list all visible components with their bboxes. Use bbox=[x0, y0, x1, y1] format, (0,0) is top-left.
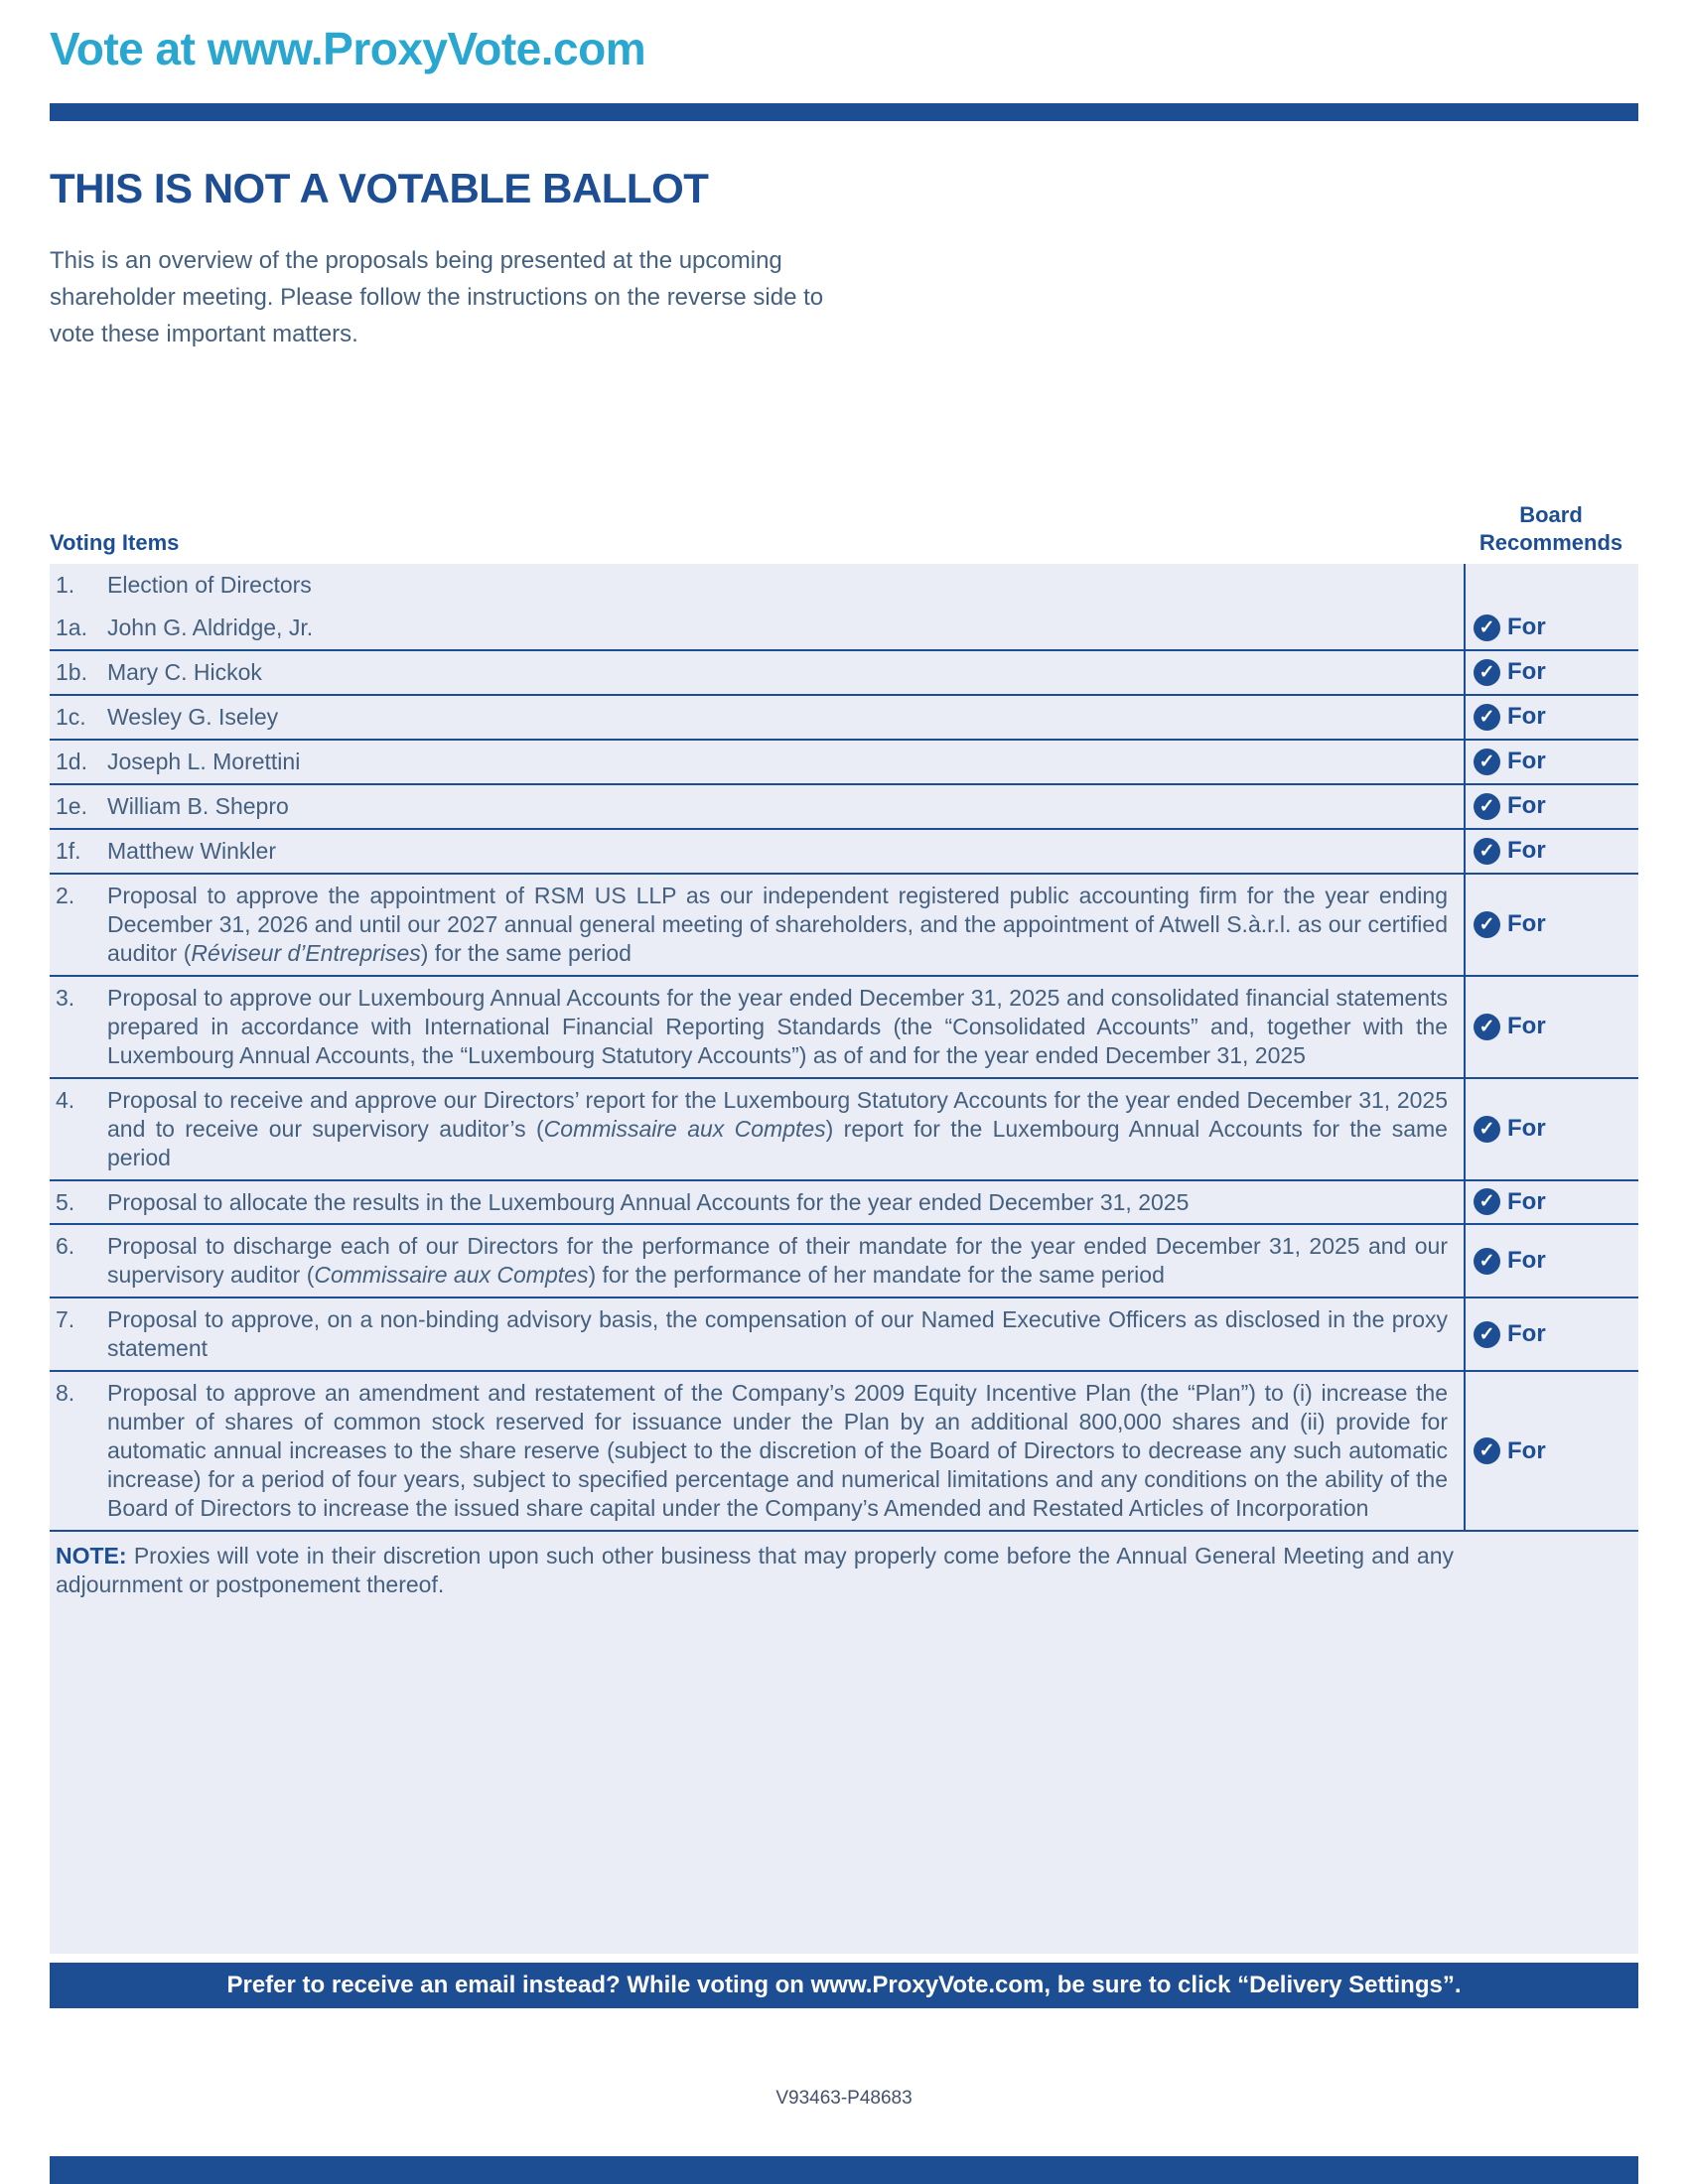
item-number: 1d. bbox=[56, 748, 87, 774]
check-icon: ✓ bbox=[1474, 793, 1500, 820]
board-recommendation bbox=[1464, 1181, 1638, 1224]
note-paragraph bbox=[50, 1532, 1638, 1609]
recommendation-label: For bbox=[1507, 910, 1546, 938]
recommendation-label: For bbox=[1507, 1013, 1546, 1040]
item-text: Matthew Winkler bbox=[107, 837, 276, 864]
board-recommendation bbox=[1464, 875, 1638, 975]
item-text: Proposal to allocate the results in the Luxembourg Annual Accounts for the year ended December 31, 2025 bbox=[107, 1188, 1190, 1215]
item-number: 1b. bbox=[56, 658, 87, 685]
document-control-number: V93463-P48683 bbox=[775, 2088, 913, 2109]
check-icon: ✓ bbox=[1474, 1321, 1500, 1348]
item-number: 1. bbox=[56, 572, 75, 598]
table-row-proposal-8 bbox=[50, 1372, 1638, 1532]
check-icon: ✓ bbox=[1474, 1188, 1500, 1215]
item-text-part: ) report for the Luxembourg Annual Accounts for the same period bbox=[107, 1115, 1448, 1170]
intro-paragraph: This is an overview of the proposals being presented at the upcoming shareholder meeting. Please follow the instructions on the reverse side to vote these important matters. bbox=[50, 247, 824, 348]
recommendation-label: For bbox=[1507, 837, 1546, 865]
table-row-proposal-5 bbox=[50, 1181, 1638, 1226]
board-recommendation bbox=[1464, 1225, 1638, 1297]
item-number: 1a. bbox=[56, 614, 87, 640]
item-text: Mary C. Hickok bbox=[107, 658, 262, 685]
item-text: Election of Directors bbox=[107, 572, 312, 598]
check-icon: ✓ bbox=[1474, 659, 1500, 686]
recommendation-label: For bbox=[1507, 658, 1546, 686]
check-icon: ✓ bbox=[1474, 911, 1500, 938]
table-row-director-1a bbox=[50, 607, 1638, 651]
table-row-proposal-6 bbox=[50, 1225, 1638, 1298]
board-recommends-line2: Recommends bbox=[1478, 529, 1623, 555]
item-text bbox=[107, 1225, 1464, 1297]
check-icon: ✓ bbox=[1474, 704, 1500, 731]
table-row-proposal-7 bbox=[50, 1298, 1638, 1372]
item-text: John G. Aldridge, Jr. bbox=[107, 614, 314, 640]
table-row-director-1d bbox=[50, 741, 1638, 785]
check-icon: ✓ bbox=[1474, 749, 1500, 775]
recommendation-label: For bbox=[1507, 748, 1546, 775]
check-icon: ✓ bbox=[1474, 614, 1500, 641]
column-header-board-recommends bbox=[1464, 501, 1638, 556]
table-row-director-1e bbox=[50, 785, 1638, 830]
table-row-director-1f bbox=[50, 830, 1638, 875]
delivery-settings-banner: Prefer to receive an email instead? While voting on www.ProxyVote.com, be sure to click “Delivery Settings”. bbox=[50, 1963, 1638, 2008]
item-text: Proposal to approve our Luxembourg Annual Accounts for the year ended December 31, 2025 and consolidated financial statements prepared in accordance with International Financial Reporting Standards (the “Consolidated Accounts” and, together with the Luxembourg Annual Accounts, the “Luxembourg Statutory Accounts”) as of and for the year ended December 31, 2025 bbox=[107, 984, 1448, 1068]
bottom-divider-bar bbox=[50, 2156, 1638, 2184]
item-text-italic: Réviseur d’Entreprises bbox=[191, 939, 421, 966]
item-number: 3. bbox=[56, 984, 75, 1011]
item-number: 5. bbox=[56, 1188, 75, 1215]
voting-table-section bbox=[50, 501, 1638, 1954]
item-number: 7. bbox=[56, 1306, 75, 1333]
recommendation-label: For bbox=[1507, 1320, 1546, 1348]
table-row-director-1c bbox=[50, 696, 1638, 741]
table-row-proposal-4 bbox=[50, 1079, 1638, 1181]
table-row-director-1b bbox=[50, 651, 1638, 696]
top-divider-bar bbox=[50, 103, 1638, 121]
item-text-italic: Commissaire aux Comptes bbox=[543, 1115, 826, 1142]
check-icon: ✓ bbox=[1474, 1014, 1500, 1040]
recommendation-label: For bbox=[1507, 1436, 1546, 1464]
column-header-voting-items: Voting Items bbox=[50, 530, 180, 555]
item-number: 6. bbox=[56, 1233, 75, 1260]
item-text-italic: Commissaire aux Comptes bbox=[314, 1262, 589, 1289]
board-recommendation bbox=[1464, 1372, 1638, 1530]
item-number: 1c. bbox=[56, 703, 86, 730]
item-text-part: Proposal to discharge each of our Directors for the performance of their mandate for the year ended December 31, 2025 and our supervisory auditor ( bbox=[107, 1233, 1448, 1289]
check-icon: ✓ bbox=[1474, 1437, 1500, 1464]
board-recommendation bbox=[1464, 830, 1638, 873]
board-recommendation bbox=[1464, 785, 1638, 828]
table-row-proposal-3 bbox=[50, 977, 1638, 1079]
board-recommendation bbox=[1464, 1298, 1638, 1370]
board-recommendation bbox=[1464, 977, 1638, 1077]
check-icon: ✓ bbox=[1474, 1116, 1500, 1143]
board-recommendation bbox=[1464, 651, 1638, 694]
check-icon: ✓ bbox=[1474, 1248, 1500, 1275]
recommendation-label: For bbox=[1507, 1115, 1546, 1143]
item-text-part: ) for the same period bbox=[420, 939, 632, 966]
item-text: Wesley G. Iseley bbox=[107, 703, 279, 730]
item-text-part: Proposal to approve the appointment of RSM US LLP as our independent registered public accounting firm for the year ending December 31, 2026 and until our 2027 annual general meeting of shareholders, and the appointment of Atwell S.à.r.l. as our certified auditor ( bbox=[107, 882, 1448, 966]
board-recommendation bbox=[1464, 696, 1638, 739]
item-text-part: Proposal to receive and approve our Directors’ report for the Luxembourg Statutory Accounts for the year ended December 31, 2025 and to receive our supervisory auditor’s ( bbox=[107, 1086, 1448, 1142]
recommendation-label: For bbox=[1507, 1247, 1546, 1275]
note-label: NOTE: bbox=[56, 1543, 127, 1570]
board-recommendation bbox=[1464, 564, 1638, 607]
recommendation-label: For bbox=[1507, 614, 1546, 641]
proxyvote-url-heading: Vote at www.ProxyVote.com bbox=[50, 23, 646, 74]
item-text: Proposal to approve an amendment and restatement of the Company’s 2009 Equity Incentive Plan (the “Plan”) to (i) increase the number of shares of common stock reserved for issuance under the Plan by an additional 800,000 shares and (ii) provide for automatic annual increases to the share reserve (subject to the discretion of the Board of Directors to decrease any such automatic increase) for a period of four years, subject to specified percentage and numerical limitations and any conditions on the ability of the Board of Directors to increase the issued share capital under the Company’s Amended and Restated Articles of Incorporation bbox=[107, 1380, 1448, 1522]
table-header-row bbox=[50, 501, 1638, 556]
check-icon: ✓ bbox=[1474, 838, 1500, 865]
note-text: Proxies will vote in their discretion upon such other business that may properly come before the Annual General Meeting and any adjournment or postponement thereof. bbox=[56, 1543, 1454, 1598]
item-number: 1f. bbox=[56, 837, 81, 864]
item-text-part: ) for the performance of her mandate for the same period bbox=[588, 1262, 1165, 1289]
page-title: THIS IS NOT A VOTABLE BALLOT bbox=[50, 165, 709, 211]
board-recommendation bbox=[1464, 1079, 1638, 1179]
table-row-election-of-directors bbox=[50, 564, 1638, 607]
item-number: 2. bbox=[56, 882, 75, 908]
item-text: Proposal to approve, on a non-binding advisory basis, the compensation of our Named Executive Officers as disclosed in the proxy statement bbox=[107, 1306, 1448, 1362]
board-recommendation bbox=[1464, 607, 1638, 649]
item-text bbox=[107, 1079, 1464, 1179]
recommendation-label: For bbox=[1507, 1187, 1546, 1215]
recommendation-label: For bbox=[1507, 703, 1546, 731]
item-number: 8. bbox=[56, 1380, 75, 1407]
board-recommendation bbox=[1464, 741, 1638, 783]
recommendation-label: For bbox=[1507, 792, 1546, 820]
item-text: William B. Shepro bbox=[107, 792, 289, 819]
item-text: Joseph L. Morettini bbox=[107, 748, 301, 774]
board-recommends-line1: Board bbox=[1519, 502, 1583, 527]
item-number: 1e. bbox=[56, 792, 87, 819]
voting-items-table bbox=[50, 564, 1638, 1954]
item-number: 4. bbox=[56, 1086, 75, 1113]
item-text bbox=[107, 875, 1464, 975]
table-row-proposal-2 bbox=[50, 875, 1638, 977]
